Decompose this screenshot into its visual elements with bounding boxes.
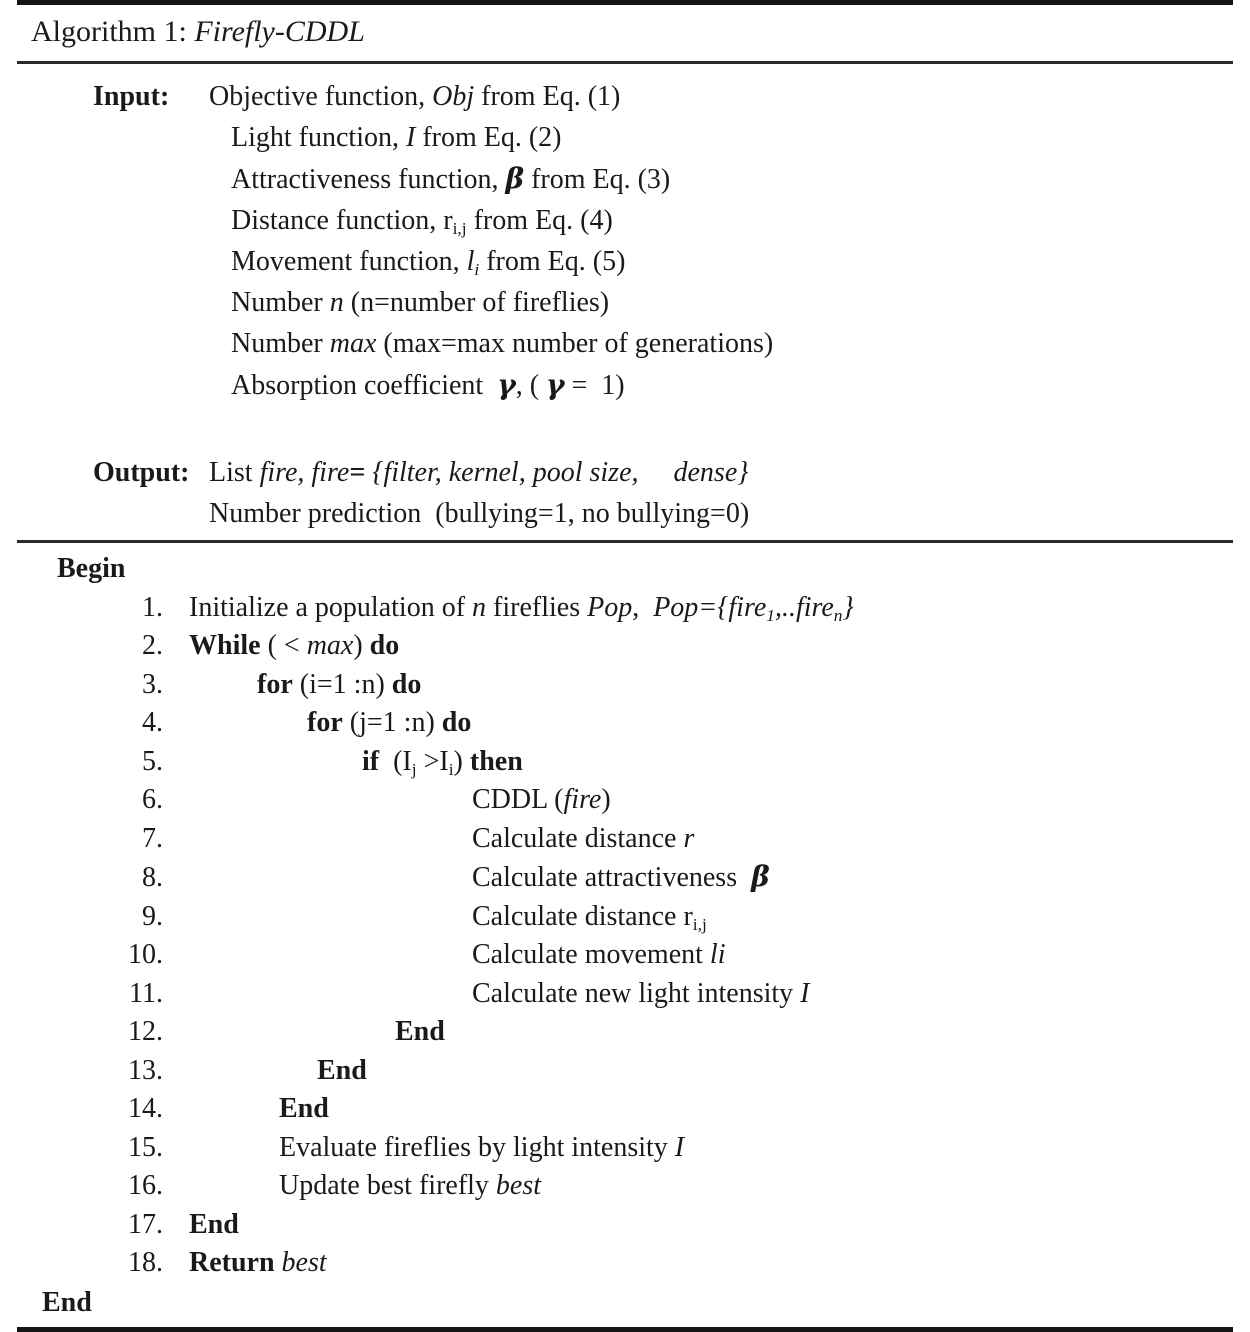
- input-block: [17, 76, 1233, 406]
- step-number: 17.: [128, 1208, 163, 1240]
- step-row: [17, 820, 1233, 859]
- input-lines: [199, 76, 1233, 406]
- end-keyword: End: [42, 1286, 92, 1318]
- step-row: [17, 975, 1233, 1014]
- step-text: CDDL (fire): [472, 784, 611, 815]
- output-line: List fire, fire= {filter, kernel, pool size, dense}: [209, 456, 749, 488]
- step-number: 5.: [142, 745, 163, 777]
- output-lines: [199, 452, 1233, 534]
- step-row: [17, 781, 1233, 820]
- step-row: [17, 589, 1233, 628]
- step-text: Calculate new light intensity I: [472, 977, 810, 1009]
- algorithm-title: [17, 5, 1233, 61]
- step-row: [17, 1244, 1233, 1283]
- input-line: Objective function, Obj from Eq. (1): [209, 80, 621, 112]
- step-number: 13.: [128, 1054, 163, 1086]
- step-row: [17, 936, 1233, 975]
- step-row: [17, 858, 1233, 898]
- step-text: Calculate distance $r_{i,j}$: [472, 900, 707, 934]
- step-number: 15.: [128, 1131, 163, 1163]
- step-text: Calculate movement li: [472, 939, 726, 970]
- step-text: Update best firefly best: [279, 1170, 542, 1201]
- step-number: 4.: [142, 707, 163, 738]
- step-text: for (i=1 :n) do: [257, 668, 422, 700]
- step-number: 18.: [128, 1247, 163, 1278]
- output-label: Output:: [93, 456, 190, 488]
- step-text: Evaluate fireflies by light intensity I: [279, 1131, 685, 1163]
- step-row: [17, 1167, 1233, 1206]
- step-row: [17, 1206, 1233, 1245]
- step-text: for (j=1 :n) do: [307, 707, 472, 738]
- output-block: [17, 452, 1233, 534]
- step-number: 10.: [128, 939, 163, 970]
- algorithm-title-prefix: Algorithm 1:: [31, 15, 195, 48]
- step-row: [17, 898, 1233, 937]
- output-line: Number prediction (bullying=1, no bullying=0): [209, 497, 750, 529]
- step-text: End: [189, 1208, 239, 1240]
- step-number: 8.: [142, 862, 163, 893]
- step-number: 1.: [142, 591, 163, 623]
- step-row: [17, 1013, 1233, 1052]
- input-line: Absorption coefficient γ, ( γ = 1): [231, 367, 625, 401]
- algorithm-block: [17, 0, 1233, 1332]
- input-line: Light function, I from Eq. (2): [231, 121, 562, 153]
- step-text: End: [279, 1093, 329, 1124]
- input-line: Number max (max=max number of generations): [231, 327, 774, 359]
- begin-keyword: Begin: [57, 552, 126, 584]
- io-spacer: [17, 406, 1233, 452]
- body-section: [17, 543, 1233, 1327]
- step-row: [17, 1052, 1233, 1091]
- bottom-border: [17, 1327, 1233, 1332]
- input-label: Input:: [93, 80, 170, 112]
- step-row: [17, 1090, 1233, 1129]
- step-text: While ( < max) do: [189, 630, 400, 661]
- step-text: if $(I_j >I_i)$ then: [362, 745, 523, 779]
- step-row: [17, 743, 1233, 782]
- step-number: 2.: [142, 630, 163, 661]
- step-text: Return best: [189, 1247, 327, 1278]
- step-row: [17, 627, 1233, 666]
- step-text: Calculate distance r: [472, 822, 695, 854]
- step-number: 6.: [142, 784, 163, 815]
- step-row: [17, 1129, 1233, 1168]
- step-text: Initialize a population of n fireflies Pop, Pop={fire$_1$,..fire$_n$}: [189, 591, 854, 625]
- input-line: Distance function, $r_{i,j}$ from Eq. (4): [231, 204, 613, 238]
- step-number: 16.: [128, 1170, 163, 1201]
- input-line: Movement function, $l_i$ from Eq. (5): [231, 245, 626, 279]
- algorithm-title-name: Firefly-CDDL: [194, 15, 365, 48]
- step-number: 12.: [128, 1016, 163, 1047]
- step-number: 3.: [142, 668, 163, 700]
- step-row: [17, 666, 1233, 705]
- input-line: Number n (n=number of fireflies): [231, 286, 610, 318]
- step-text: End: [317, 1054, 367, 1086]
- step-number: 11.: [129, 977, 163, 1009]
- step-number: 14.: [128, 1093, 163, 1124]
- input-line: Attractiveness function, β from Eq. (3): [231, 161, 671, 195]
- step-row: [17, 704, 1233, 743]
- io-section: [17, 64, 1233, 540]
- step-number: 9.: [142, 900, 163, 932]
- step-text: Calculate attractiveness β: [472, 860, 770, 893]
- step-number: 7.: [142, 822, 163, 854]
- step-text: End: [395, 1016, 445, 1047]
